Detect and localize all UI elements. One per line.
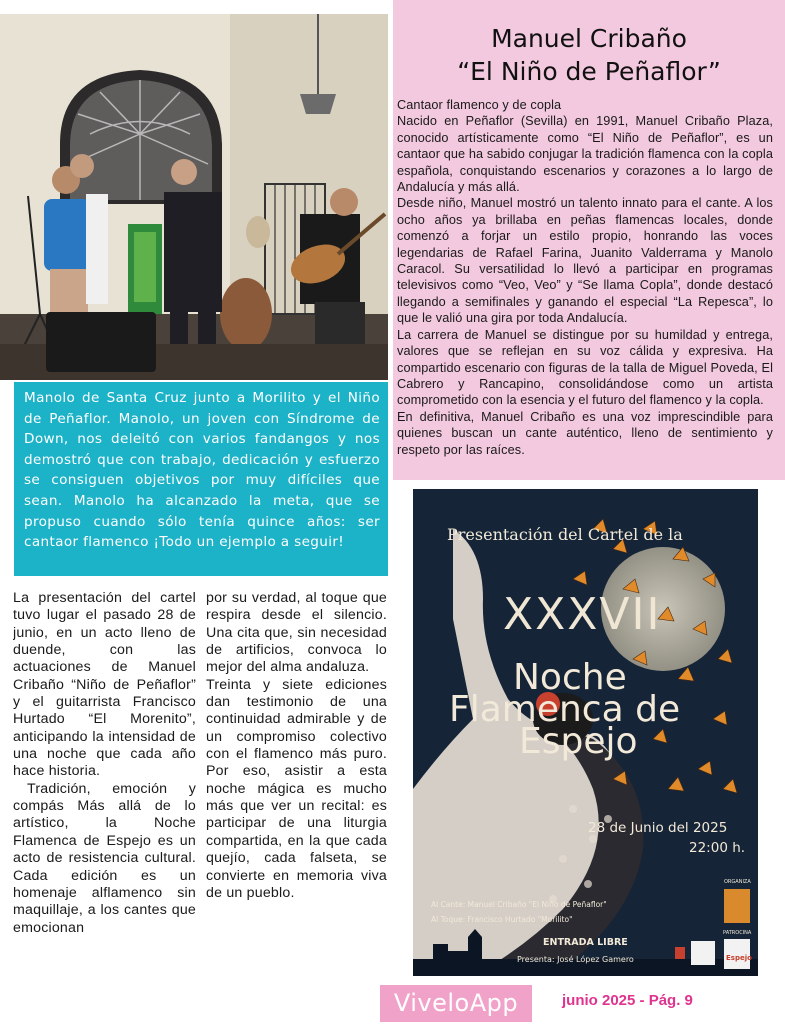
stage-photo bbox=[0, 14, 388, 380]
page-number: junio 2025 - Pág. 9 bbox=[562, 992, 693, 1009]
stage-photo-illustration bbox=[0, 14, 388, 380]
article-paragraph: Treinta y siete ediciones dan testimonio de una continuidad admirable y de un compromiso colectivo con el flamenco más puro. Por eso, asistir a esta noche mágica es mucho más que ver un recital: es participar de una liturgia compartida, en la que cada quejío, cada falseta, se convierte en memoria viva de un pueblo. bbox=[206, 676, 387, 901]
bio-paragraph: En definitiva, Manuel Cribaño es una voz imprescindible para quienes buscan un cante auténtico, lleno de sentimiento y respeto por las raíces. bbox=[397, 409, 773, 457]
article-paragraph: La presentación del cartel tuvo lugar el pasado 28 de junio, en un acto lleno de duende, con las actuaciones de Manuel Cribaño “Niño de Peñaflor” y el guitarrista Francisco Hurtado “El Morenito”, anticipando la intensidad de una noche que cada año hace historia. bbox=[13, 590, 196, 780]
bio-paragraph: Desde niño, Manuel mostró un talento innato para el cante. A los ocho años ya brillaba en peñas flamencas locales, donde comenzó a forjar un estilo propio, honrando las voces legendarias de Rafael Farina, Juanito Valderrama y Manolo Caracol. Su versatilidad lo llevó a participar en programas televisivos como “Veo, Veo” y “Se llama Copla”, donde destacó llegando a semifinales y ganando el especial “La Repesca”, lo que le valió una gira por toda Andalucía. bbox=[397, 196, 773, 326]
artist-bio-box bbox=[393, 0, 785, 480]
artist-nickname: “El Niño de Peñaflor” bbox=[457, 57, 721, 86]
artist-name: Manuel Cribaño bbox=[491, 24, 687, 53]
poster-title-line-1: Noche bbox=[513, 657, 627, 698]
magazine-logo: ViveloApp bbox=[380, 985, 532, 1022]
poster-entry: ENTRADA LIBRE bbox=[543, 937, 628, 948]
poster-subtitle: Presentación del Cartel de la bbox=[447, 525, 683, 544]
poster-cante: Al Cante: Manuel Cribaño "El Niño de Peñaflor" bbox=[431, 900, 607, 909]
bio-paragraph: La carrera de Manuel se distingue por su humildad y entrega, valores que se reflejan en su voz cálida y expresiva. Ha compartido escenario con figuras de la talla de Miguel Poveda, El Cabrero y Rancapino, consolidándose como un artista comprometido con la esencia y el futuro del flamenco y la copla. bbox=[397, 327, 773, 408]
article-paragraph: por su verdad, al toque que respira desde el silencio. Una cita que, sin necesidad de artificios, convoca lo mejor del alma andaluza. bbox=[206, 590, 387, 676]
photo-caption: Manolo de Santa Cruz junto a Morilito y el Niño de Peñaflor. Manolo, un joven con Síndrome de Down, nos deleitó con varios fandangos y nos demostró que con trabajo, dedicación y esfuerzo se consiguen objetivos por muy difíciles que sean. Manolo ha alcanzado la meta, que se propuso cuando sólo tenía quince años: ser cantaor flamenco ¡Todo un ejemplo a seguir! bbox=[14, 382, 388, 576]
poster-edition: XXXVII bbox=[503, 589, 662, 640]
poster-presenter: Presenta: José López Gamero bbox=[517, 955, 634, 964]
poster-toque: Al Toque: Francisco Hurtado "Morilito" bbox=[431, 915, 573, 924]
article-paragraph: Tradición, emoción y compás Más allá de lo artístico, la Noche Flamenca de Espejo es un acto de resistencia cultural. Cada edición es un homenaje alflamenco sin maquillaje, a los cantes que emocionan bbox=[13, 780, 196, 936]
article-column-2 bbox=[206, 590, 387, 990]
poster-sponsor: Espejo bbox=[726, 954, 752, 962]
poster-time: 22:00 h. bbox=[689, 840, 746, 856]
bio-paragraph: Cantaor flamenco y de copla bbox=[397, 98, 562, 112]
artist-bio-text bbox=[397, 97, 773, 458]
poster-title-line-2: Flamenca de bbox=[449, 689, 681, 730]
article-column-1 bbox=[13, 590, 196, 990]
artist-bio-title bbox=[393, 22, 785, 88]
poster-organiza: ORGANIZA bbox=[724, 879, 751, 885]
poster-date: 28 de Junio del 2025 bbox=[588, 820, 728, 836]
poster-title-line-3: Espejo bbox=[519, 721, 638, 762]
event-poster bbox=[413, 489, 758, 976]
poster-patrocina: PATROCINA bbox=[723, 930, 752, 936]
bio-paragraph: Nacido en Peñaflor (Sevilla) en 1991, Manuel Cribaño Plaza, conocido artísticamente como “El Niño de Peñaflor”, es un cantaor que ha sabido conjugar la tradición flamenca con la copla española, conquistando escenarios y corazones a lo largo de Andalucía y más allá. bbox=[397, 114, 773, 195]
